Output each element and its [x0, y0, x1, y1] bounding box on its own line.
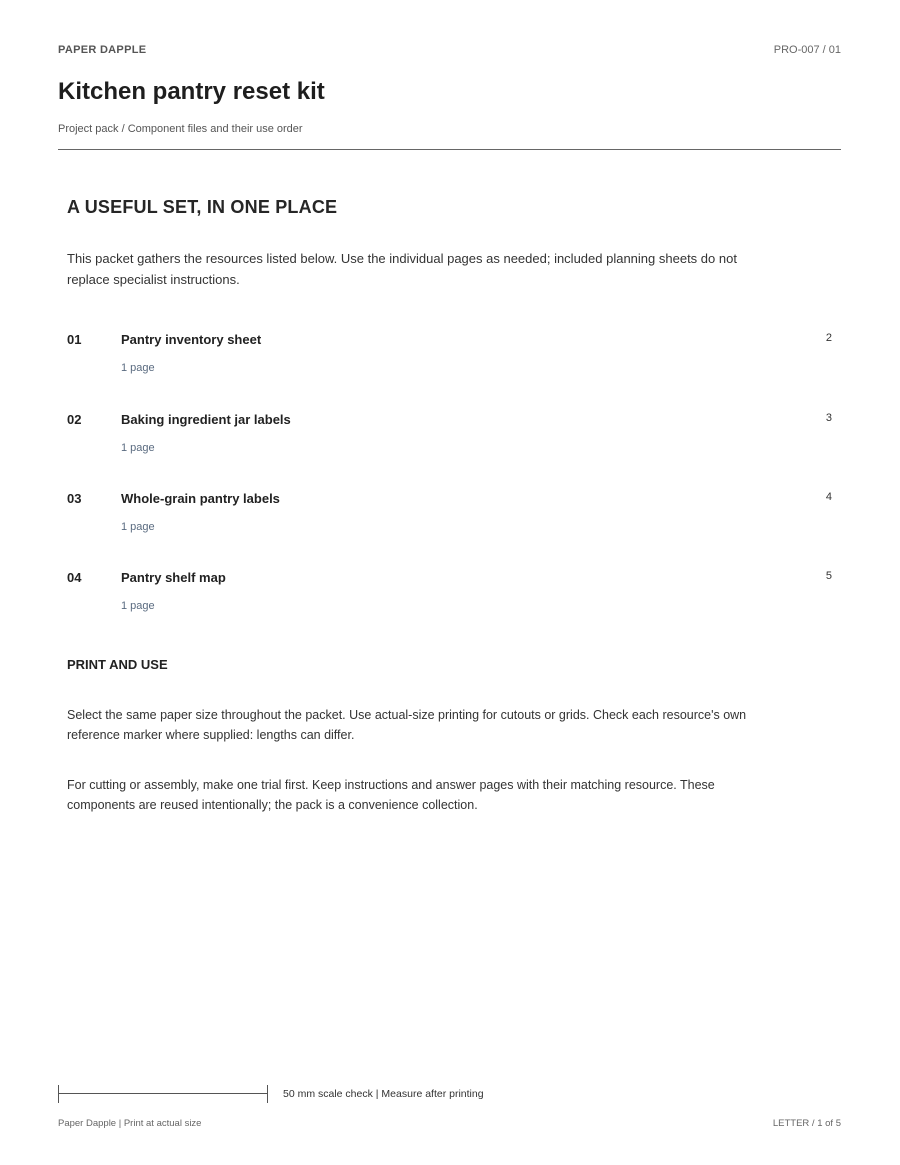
item-page-count: 1 page: [121, 362, 155, 374]
item-number: 04: [67, 570, 82, 585]
contents-item: [67, 570, 841, 630]
document-id: PRO-007 / 01: [773, 44, 841, 56]
item-page-number: 5: [825, 570, 832, 582]
contents-item: [67, 412, 841, 472]
intro-text: This packet gathers the resources listed below. Use the individual pages as needed; included planning sheets do not replace specialist instructions.: [67, 251, 737, 287]
intro-heading: A USEFUL SET, IN ONE PLACE: [67, 197, 338, 217]
item-number: 01: [67, 332, 82, 347]
item-page-count: 1 page: [121, 600, 155, 612]
item-page-number: 2: [825, 332, 832, 344]
page-title: Kitchen pantry reset kit: [58, 78, 325, 105]
item-page-count: 1 page: [121, 442, 155, 454]
footer-page-info: LETTER / 1 of 5: [772, 1118, 841, 1129]
print-heading: PRINT AND USE: [67, 657, 168, 672]
contents-item: [67, 491, 841, 551]
item-title: Whole-grain pantry labels: [121, 491, 280, 506]
item-page-count: 1 page: [121, 521, 155, 533]
scale-tick: [58, 1085, 59, 1103]
item-page-number: 4: [825, 491, 832, 503]
scale-bar: [58, 1085, 268, 1103]
scale-label: 50 mm scale check | Measure after printing: [283, 1088, 484, 1100]
item-title: Pantry shelf map: [121, 570, 226, 585]
footer-left: Paper Dapple | Print at actual size: [58, 1118, 202, 1129]
item-title: Pantry inventory sheet: [121, 332, 262, 347]
print-paragraph: Select the same paper size throughout the packet. Use actual-size printing for cutouts or grids. Check each resource's own reference marker where supplied: lengths can differ.: [67, 708, 747, 742]
brand-name: PAPER DAPPLE: [58, 44, 147, 56]
item-title: Baking ingredient jar labels: [121, 412, 291, 427]
contents-item: [67, 332, 841, 392]
item-number: 03: [67, 491, 82, 506]
header-divider: [58, 149, 841, 150]
item-page-number: 3: [825, 412, 832, 424]
scale-tick: [267, 1085, 268, 1103]
item-number: 02: [67, 412, 82, 427]
print-paragraph: For cutting or assembly, make one trial first. Keep instructions and answer pages with their matching resource. These components are reused intentionally; the pack is a convenience collection.: [67, 778, 715, 812]
scale-line: [58, 1093, 268, 1094]
page-subtitle: Project pack / Component files and their use order: [58, 123, 303, 135]
